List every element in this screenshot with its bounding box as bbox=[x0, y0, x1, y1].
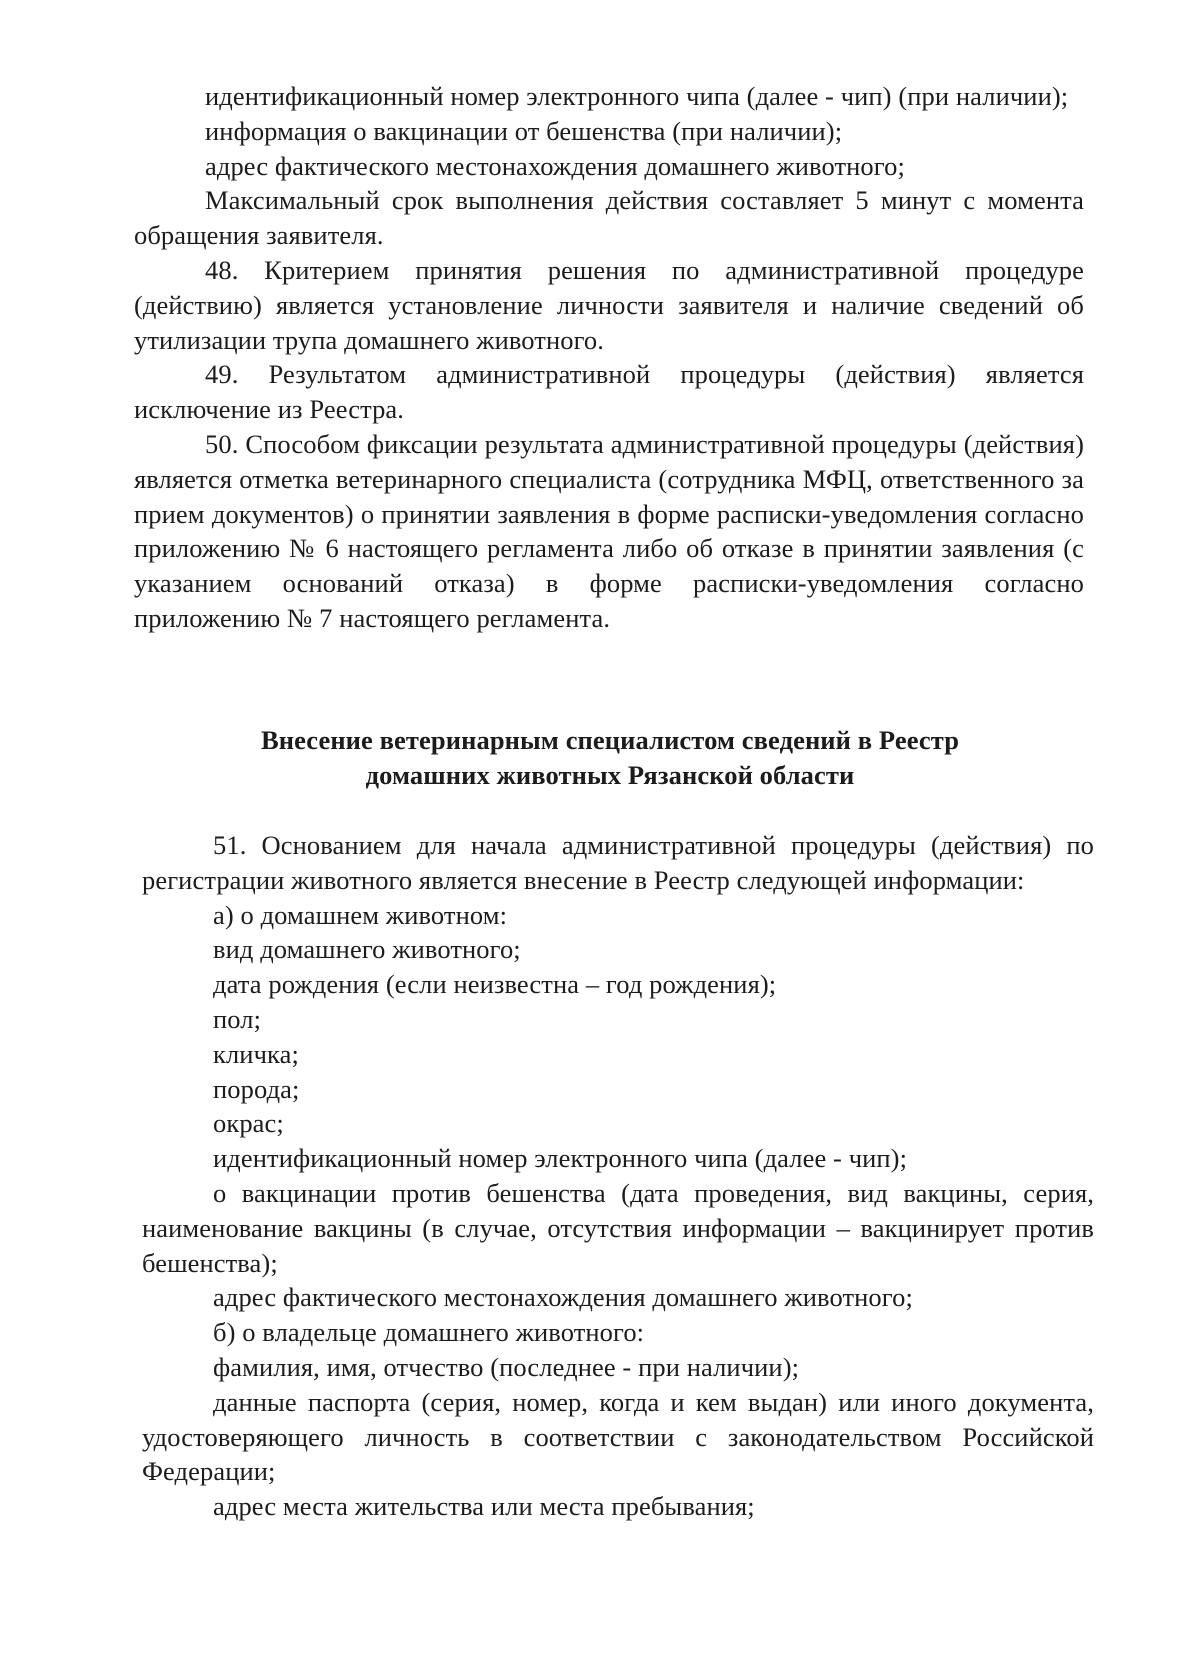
list-item-passport-data: данные паспорта (серия, номер, когда и кем выдан) или иного документа, удостоверяющего личность в соответствии с законодательством Российской Федерации; bbox=[142, 1386, 1094, 1487]
list-item-owner-name: фамилия, имя, отчество (последнее - при наличии); bbox=[213, 1351, 800, 1382]
paragraph-rabies-vaccination: информация о вакцинации от бешенства (при наличии); bbox=[205, 115, 843, 146]
section-heading bbox=[180, 723, 1040, 793]
list-item-breed: порода; bbox=[213, 1073, 300, 1104]
paragraph-49-result: 49. Результатом административной процедуры (действия) является исключение из Реестра. bbox=[134, 359, 1084, 425]
list-item-nickname: кличка; bbox=[213, 1038, 299, 1069]
list-item-sex: пол; bbox=[213, 1003, 262, 1034]
list-item-residence-address: адрес места жительства или места пребывания; bbox=[213, 1491, 755, 1522]
paragraph-51-basis: 51. Основанием для начала административной процедуры (действия) по регистрации животного является внесение в Реестр следующей информации: bbox=[142, 830, 1094, 895]
paragraph-50-fixation: 50. Способом фиксации результата административной процедуры (действия) является отметка ветеринарного специалиста (сотрудника МФЦ, ответственного за прием документов) о принятии заявления в форме расписки-уведомления согласно приложению № 6 настоящего регламента либо об отказе в принятии заявления (с указанием оснований отказа) в форме расписки-уведомления согласно приложению № 7 настоящего регламента. bbox=[134, 428, 1084, 633]
paragraph-chip-number: идентификационный номер электронного чипа (далее - чип) (при наличии); bbox=[205, 81, 1069, 111]
list-item-species: вид домашнего животного; bbox=[213, 934, 521, 965]
top-text-block bbox=[134, 79, 1084, 636]
list-item-rabies-vaccination: о вакцинации против бешенства (дата проведения, вид вакцины, серия, наименование вакцины (в случае, отсутствия информации – вакцинирует против бешенства); bbox=[142, 1177, 1094, 1278]
list-item-about-animal: а) о домашнем животном: bbox=[213, 899, 508, 930]
paragraph-animal-address: адрес фактического местонахождения домашнего животного; bbox=[205, 150, 905, 181]
list-item-about-owner: б) о владельце домашнего животного: bbox=[213, 1317, 645, 1348]
section-heading-line-2: домашних животных Рязанской области bbox=[365, 760, 855, 790]
list-item-birth-date: дата рождения (если неизвестна – год рождения); bbox=[213, 969, 777, 1000]
list-item-animal-address: адрес фактического местонахождения домашнего животного; bbox=[213, 1282, 913, 1313]
list-item-color: окрас; bbox=[213, 1108, 284, 1139]
registry-info-block bbox=[142, 828, 1094, 1524]
list-item-chip-number: идентификационный номер электронного чипа (далее - чип); bbox=[213, 1143, 908, 1174]
paragraph-48-criterion: 48. Критерием принятия решения по административной процедуре (действию) является установление личности заявителя и наличие сведений об утилизации трупа домашнего животного. bbox=[134, 254, 1084, 355]
section-heading-line-1: Внесение ветеринарным специалистом сведений в Реестр bbox=[260, 725, 960, 755]
paragraph-max-duration: Максимальный срок выполнения действия составляет 5 минут с момента обращения заявителя. bbox=[134, 185, 1084, 251]
